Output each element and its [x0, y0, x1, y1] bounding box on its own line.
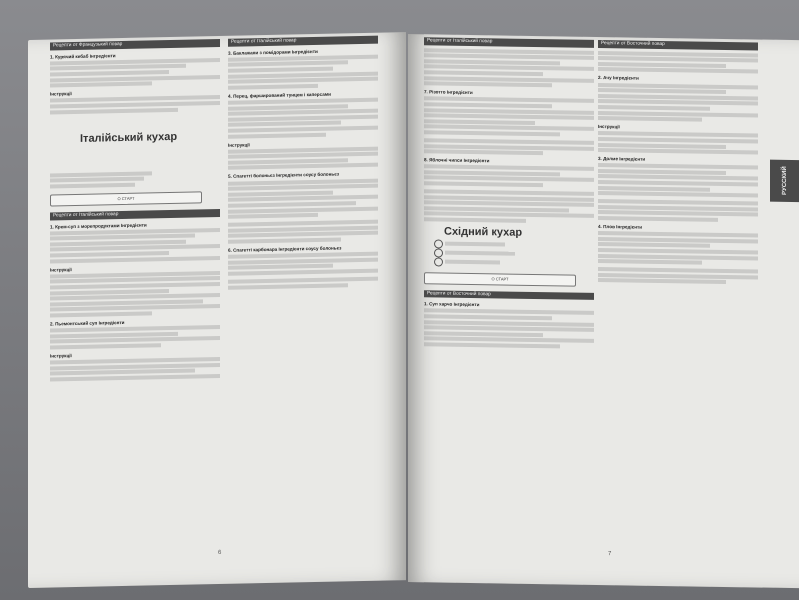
control-panel-diagram: [50, 191, 202, 206]
recipe-title: 8. Яблочні чипси Інгредієнти: [424, 157, 490, 164]
start-panel-label: О СТАРТ: [117, 195, 135, 202]
recipe-title: 4. Плов Інгредієнти: [598, 224, 643, 230]
recipe-block: [228, 47, 378, 89]
left-column-1: [50, 36, 220, 383]
recipe-title: 6. Спагетті карбонара Інгредієнти соусу болоньєз: [228, 245, 342, 253]
section-title: Італійський кухар: [80, 130, 178, 145]
left-column-2: [228, 33, 378, 291]
recipe-title: 1. Курячий кебаб Інгредієнти: [50, 52, 116, 60]
instructions-label: Інструкції: [228, 141, 250, 148]
section-title: Східний кухар: [444, 225, 523, 239]
recipe-block: [228, 90, 378, 138]
recipe-block: [424, 89, 594, 136]
recipe-title: 1. Суп харчо Інгредієнти: [424, 301, 480, 308]
page-number: 6: [218, 549, 222, 557]
recipe-block: [50, 318, 220, 350]
instructions-label: Інструкції: [598, 124, 620, 130]
section-header: Рецепти от Італійський повар: [424, 37, 594, 47]
recipe-title: 2. Ачу Інгредієнти: [598, 75, 639, 82]
section-header: Рецепти от Італійський повар: [228, 36, 378, 47]
step-icon: [434, 239, 443, 248]
language-tab: РУССКИЙ: [770, 160, 799, 202]
recipe-block: [228, 171, 378, 219]
recipe-block: [598, 224, 758, 266]
recipe-title: 3. Баклажани з помідорами Інгредієнти: [228, 48, 318, 56]
page-number: 7: [608, 551, 612, 558]
recipe-title: 3. Долме Інгредієнти: [598, 156, 646, 162]
instructions-label: Інструкції: [50, 91, 72, 97]
section-header: Рецепти от Восточний повар: [424, 290, 594, 300]
instructions-label: Інструкції: [50, 266, 72, 273]
left-page: [28, 32, 406, 588]
recipe-block: [228, 245, 378, 276]
recipe-block: [424, 157, 594, 188]
step-icon: [434, 248, 443, 257]
section-header: Рецепти от Восточний повар: [598, 40, 758, 50]
recipe-title: 7. Різотто Інгредієнти: [424, 89, 473, 96]
recipe-title: 2. Пьемонтський суп Інгредієнти: [50, 319, 125, 327]
recipe-block: [424, 301, 594, 348]
instructions-label: Інструкції: [50, 353, 72, 359]
recipe-title: 5. Спагетті болоньєз Інгредієнти соусу болоньєз: [228, 171, 340, 180]
recipe-block: [598, 75, 758, 122]
recipe-title: 1. Крем-суп з морепродуктами Інгредієнти: [50, 222, 147, 230]
recipe-title: 4. Перец, фарширований тунцем і каперсами: [228, 91, 331, 99]
section-header: Рецепти от Французький повар: [50, 39, 220, 50]
recipe-block: [50, 51, 220, 88]
right-column-2: [598, 37, 758, 286]
recipe-block: [50, 220, 220, 263]
step-icon: [434, 257, 443, 266]
section-header: Рецепти от Італійський повар: [50, 209, 220, 220]
recipe-block: [598, 156, 758, 198]
start-panel-label: О СТАРТ: [491, 275, 509, 282]
right-page: [408, 34, 799, 588]
right-column-1: [424, 34, 594, 353]
control-panel-diagram: [424, 272, 576, 286]
